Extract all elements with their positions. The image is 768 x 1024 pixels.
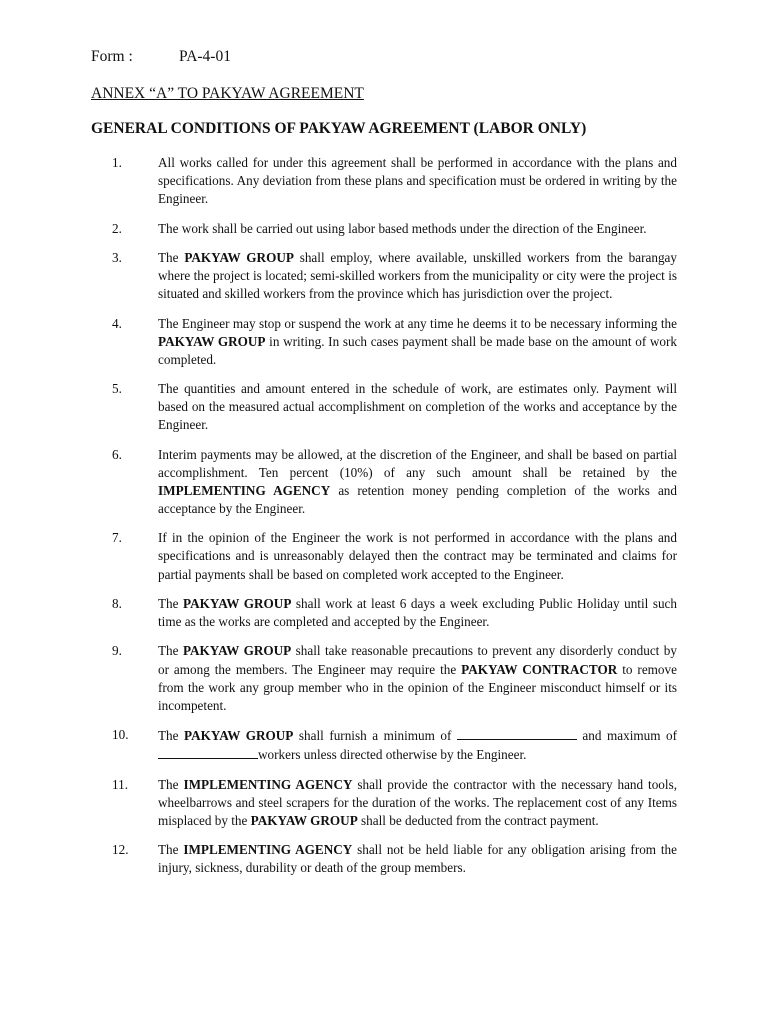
condition-item [0,446,768,518]
condition-item [0,315,768,369]
annex-title: ANNEX “A” TO PAKYAW AGREEMENT [91,85,364,102]
bold-term: PAKYAW GROUP [158,333,266,349]
condition-text: The PAKYAW GROUP shall take reasonable precautions to prevent any disorderly conduct by or among the members. The Engineer may require the PAKYAW CONTRACTOR to remove from the work any group member who in the opinion of the Engineer misconduct himself or its incompetent. [158,643,677,713]
condition-text: The quantities and amount entered in the schedule of work, are estimates only. Payment will based on the measured actual accomplishment on completion of the works and acceptance by the Engineer. [158,381,677,433]
bold-term: PAKYAW CONTRACTOR [461,661,618,677]
condition-number: 3. [112,249,122,265]
condition-text: Interim payments may be allowed, at the discretion of the Engineer, and shall be based on partial accomplishment. Ten percent (10%) of any such amount shall be retained by the IMPLEMENTING AGENCY as retention money pending completion of the works and acceptance by the Engineer. [158,446,677,516]
condition-item [0,220,768,238]
condition-number: 7. [112,530,122,546]
bold-term: IMPLEMENTING AGENCY [183,842,353,858]
bold-term: PAKYAW GROUP [184,728,294,744]
main-title: GENERAL CONDITIONS OF PAKYAW AGREEMENT (LABOR ONLY) [91,120,587,137]
condition-number: 6. [112,446,122,462]
condition-item [0,776,768,830]
form-code: PA-4-01 [179,48,231,65]
condition-item [0,249,768,303]
condition-item [0,726,768,764]
bold-term: PAKYAW GROUP [250,812,358,828]
condition-number: 11. [112,776,128,792]
condition-number: 5. [112,381,122,397]
condition-item [0,642,768,714]
bold-term: PAKYAW GROUP [182,643,292,659]
condition-text: The Engineer may stop or suspend the work at any time he deems it to be necessary informing the PAKYAW GROUP in writing. In such cases payment shall be made base on the amount of work completed. [158,315,678,367]
bold-term: IMPLEMENTING AGENCY [183,776,353,792]
condition-number: 8. [112,595,122,611]
form-header [91,47,231,67]
fill-in-blank[interactable] [158,745,258,759]
fill-in-blank[interactable] [457,726,577,740]
condition-text: The IMPLEMENTING AGENCY shall provide the contractor with the necessary hand tools, wheelbarrows and steel scrapers for the duration of the works. The replacement cost of any Items misplaced by the PAKYAW GROUP shall be deducted from the contract payment. [158,776,677,828]
condition-number: 12. [112,842,129,858]
condition-item [0,529,768,583]
condition-item [0,380,768,434]
condition-text: The PAKYAW GROUP shall employ, where available, unskilled workers from the barangay where the project is located; semi-skilled workers from the municipality or city were the project is situated and skilled workers from the province which has jurisdiction over the project. [158,249,677,302]
bold-term: PAKYAW GROUP [184,249,294,265]
condition-number: 1. [112,155,122,170]
form-label: Form : [91,48,133,65]
condition-text: The IMPLEMENTING AGENCY shall not be held liable for any obligation arising from the injury, sickness, durability or death of the group members. [158,842,677,876]
condition-text: The PAKYAW GROUP shall furnish a minimum of and maximum of workers unless directed otherwise by the Engineer. [158,728,677,763]
condition-number: 4. [112,315,122,331]
condition-text: All works called for under this agreement shall be performed in accordance with the plans and specifications. Any deviation from these plans and specification must be ordered in writing by the Engineer. [158,155,677,207]
condition-number: 2. [112,220,122,236]
conditions-list [0,154,768,889]
condition-number: 10. [112,727,129,743]
condition-item [0,154,768,208]
condition-text: The work shall be carried out using labor based methods under the direction of the Engineer. [158,220,647,236]
condition-item [0,841,768,877]
condition-number: 9. [112,643,122,659]
condition-text: The PAKYAW GROUP shall work at least 6 days a week excluding Public Holiday until such time as the works are completed and accepted by the Engineer. [158,595,678,630]
condition-text: If in the opinion of the Engineer the work is not performed in accordance with the plans and specifications and is unreasonably delayed then the contract may be terminated and claims for partial payments shall be based on completed work accepted to the Engineer. [158,530,677,582]
bold-term: IMPLEMENTING AGENCY [158,482,331,498]
condition-item [0,595,768,631]
bold-term: PAKYAW GROUP [183,595,292,611]
